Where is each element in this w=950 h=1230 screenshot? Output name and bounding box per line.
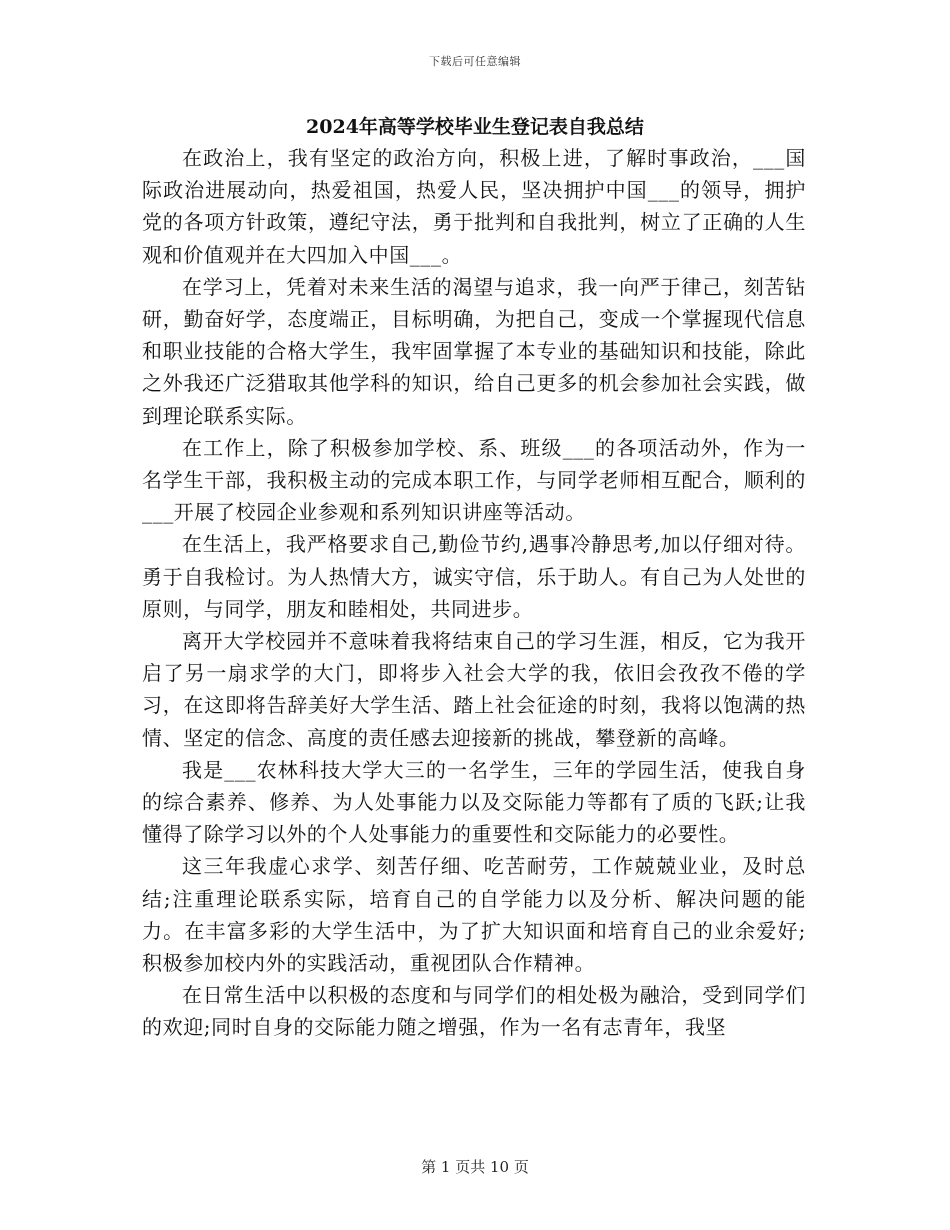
paragraph-self-intro: 我是___农林科技大学大三的一名学生，三年的学园生活，使我自身的综合素养、修养、为人处事能力以及交际能力等都有了质的飞跃;让我懂得了除学习以外的个人处事能力的重要性和交际能力的必要性。 <box>142 757 806 847</box>
paragraph-life: 在生活上，我严格要求自己,勤俭节约,遇事冷静思考,加以仔细对待。勇于自我检讨。为人热情大方，诚实守信，乐于助人。有自己为人处世的原则，与同学，朋友和睦相处，共同进步。 <box>142 532 806 621</box>
page-indicator: 第 1 页共 10 页 <box>421 1158 529 1176</box>
paragraph-daily-life: 在日常生活中以积极的态度和与同学们的相处极为融洽，受到同学们的欢迎;同时自身的交际能力随之增强，作为一名有志青年，我坚 <box>142 983 806 1040</box>
document-title: 2024年高等学校毕业生登记表自我总结 <box>306 116 644 138</box>
paragraph-study: 在学习上，凭着对未来生活的渴望与追求，我一向严于律己，刻苦钻研，勤奋好学，态度端正，目标明确，为把自己，变成一个掌握现代信息和职业技能的合格大学生，我牢固掌握了本专业的基础知识和技能，除此之外我还广泛猎取其他学科的知识，给自己更多的机会参加社会实践，做到理论联系实际。 <box>142 274 806 428</box>
paragraph-leaving-campus: 离开大学校园并不意味着我将结束自己的学习生涯，相反，它为我开启了另一扇求学的大门，即将步入社会大学的我，依旧会孜孜不倦的学习，在这即将告辞美好大学生活、踏上社会征途的时刻，我将以饱满的热情、坚定的信念、高度的责任感去迎接新的挑战，攀登新的高峰。 <box>142 629 806 750</box>
header-note: 下载后可任意编辑 <box>429 55 521 68</box>
paragraph-politics: 在政治上，我有坚定的政治方向，积极上进，了解时事政治，___国际政治进展动向，热爱祖国，热爱人民，坚决拥护中国___的领导，拥护党的各项方针政策，遵纪守法，勇于批判和自我批判，树立了正确的人生观和价值观并在大四加入中国___。 <box>142 146 806 267</box>
paragraph-work: 在工作上，除了积极参加学校、系、班级___的各项活动外，作为一名学生干部，我积极主动的完成本职工作，与同学老师相互配合，顺利的___开展了校园企业参观和系列知识讲座等活动。 <box>142 435 806 525</box>
document-body <box>142 142 806 1044</box>
paragraph-three-years: 这三年我虚心求学、刻苦仔细、吃苦耐劳，工作兢兢业业，及时总结;注重理论联系实际，培育自己的自学能力以及分析、解决问题的能力。在丰富多彩的大学生活中，为了扩大知识面和培育自己的业余爱好;积极参加校内外的实践活动，重视团队合作精神。 <box>142 854 806 976</box>
